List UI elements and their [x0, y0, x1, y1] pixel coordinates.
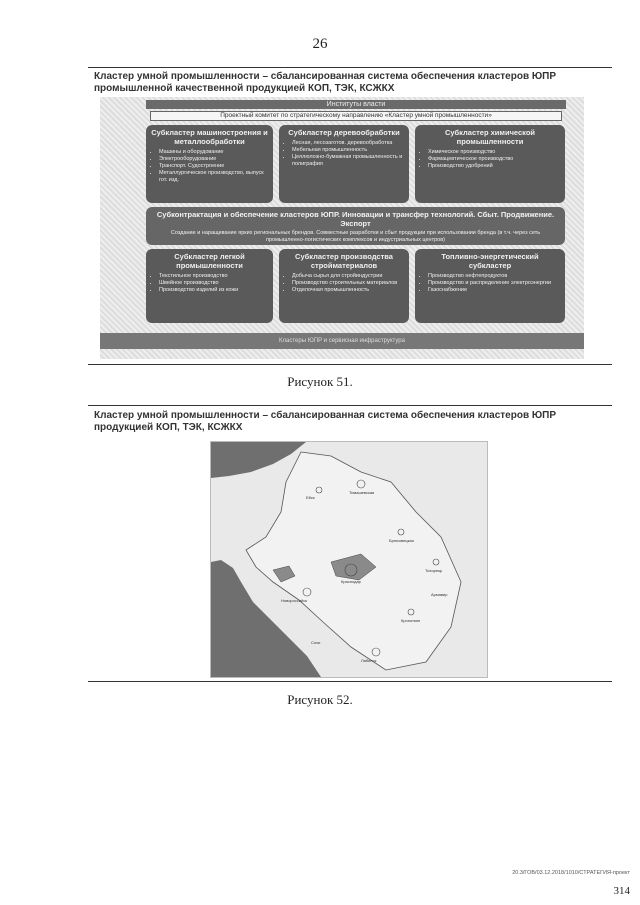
- subcluster-item: • Металлургическое производство, выпуск гот. изд.: [159, 170, 268, 184]
- footer-page-number: 314: [613, 885, 630, 897]
- subcluster-items: [420, 273, 560, 294]
- map-label: Тимашевская: [349, 490, 375, 495]
- map-label: Брюховецкая: [389, 538, 414, 543]
- map-label: Ейск: [306, 495, 315, 500]
- subcluster-title: Субкластер производства стройматериалов: [295, 252, 393, 270]
- subcluster-title: Субкластер машиностроения и металлообработки: [151, 128, 268, 146]
- subcontracting-description: Создание и наращивание ярких региональных брендов. Совместные разработки и сбыт продукции при использовании бренда (в т.ч. через сеть промышленно-логистических комплексов и индустриальных центров): [170, 230, 541, 243]
- subcontracting-box: [146, 207, 565, 245]
- subcluster-items: [151, 273, 268, 294]
- subcluster-item: • Электрооборудование: [159, 156, 268, 163]
- subcontracting-title: Субконтрактация и обеспечение кластеров ЮПР. Инновации и трансфер технологий. Сбыт. Продвижение. Экспорт: [156, 210, 555, 228]
- subcluster-title: Субкластер легкой промышленности: [174, 252, 245, 270]
- figure51-bottom-rule: [88, 364, 612, 365]
- figure52-caption: Рисунок 52.: [287, 692, 353, 707]
- institutions-bar: Институты власти: [146, 100, 566, 109]
- subcluster-item: • Производство удобрений: [428, 163, 560, 170]
- subcluster-items: [284, 140, 404, 168]
- subcluster-box: [415, 249, 565, 323]
- clusters-band: Кластеры ЮПР и сервисная инфраструктура: [100, 333, 584, 349]
- subcluster-item: • Газоснабжение: [428, 287, 560, 294]
- subcluster-title: Субкластер деревообработки: [288, 128, 400, 137]
- map-label: Лабинск: [361, 658, 377, 663]
- page-number: 26: [312, 36, 328, 52]
- subcluster-item: • Фармацевтическое производство: [428, 156, 560, 163]
- subcluster-box: [279, 249, 409, 323]
- subcluster-item: • Транспорт. Судостроение: [159, 163, 268, 170]
- cluster-map: [210, 441, 488, 678]
- map-graphic: [211, 442, 487, 677]
- figure51-title: Кластер умной промышленности – сбалансированная система обеспечения кластеров ЮПР промышленной качественной продукцией КОП, ТЭК, КСЖКХ: [94, 71, 557, 94]
- subcluster-item: • Производство строительных материалов: [292, 280, 404, 287]
- subcluster-box: [146, 249, 273, 323]
- subcluster-item: • Машины и оборудование: [159, 149, 268, 156]
- subcluster-item: • Добыча сырья для стройиндустрии: [292, 273, 404, 280]
- subcluster-item: • Целлюлозно-бумажная промышленность и полиграфия: [292, 154, 404, 168]
- figure51-slide: [100, 97, 584, 359]
- subcluster-box: [415, 125, 565, 203]
- map-label: Новороссийск: [281, 598, 308, 603]
- subcluster-box: [279, 125, 409, 203]
- subcluster-item: • Производство изделий из кожи: [159, 287, 268, 294]
- document-code: 20.3/ГОВ/03.12.2018/1010/СТРАТЕГИЯ-проект: [512, 870, 630, 876]
- subcluster-items: [151, 149, 268, 184]
- subcluster-item: • Лесная, лесозаготов. деревообработка: [292, 140, 404, 147]
- map-label: Кропоткин: [401, 618, 421, 623]
- subcluster-item: • Мебельная промышленность: [292, 147, 404, 154]
- subcluster-item: • Производство нефтепродуктов: [428, 273, 560, 280]
- figure51-caption: Рисунок 51.: [287, 374, 353, 389]
- subcluster-item: • Швейное производство: [159, 280, 268, 287]
- subcluster-item: • Отделочная промышленность: [292, 287, 404, 294]
- subcluster-title: Топливно-энергетический субкластер: [441, 252, 539, 270]
- subcluster-items: [284, 273, 404, 294]
- map-label: Краснодар: [341, 579, 361, 584]
- subcluster-item: • Химическое производство: [428, 149, 560, 156]
- subcluster-item: • Производство и распределение электроэнергии: [428, 280, 560, 287]
- subcluster-box: [146, 125, 273, 203]
- map-label: Тихорецк: [425, 568, 443, 573]
- subcluster-title: Субкластер химической промышленности: [444, 128, 536, 146]
- map-label: Сочи: [311, 640, 321, 645]
- map-label: Армавир: [431, 592, 448, 597]
- figure51-top-rule: [88, 67, 612, 68]
- subcluster-item: • Текстильное производство: [159, 273, 268, 280]
- committee-bar: Проектный комитет по стратегическому направлению «Кластер умной промышленности»: [150, 111, 562, 121]
- figure52-bottom-rule: [88, 681, 612, 682]
- figure52-top-rule: [88, 405, 612, 406]
- subcluster-items: [420, 149, 560, 170]
- figure52-title: Кластер умной промышленности – сбалансированная система обеспечения кластеров ЮПР продукцией КОП, ТЭК, КСЖКХ: [94, 410, 557, 433]
